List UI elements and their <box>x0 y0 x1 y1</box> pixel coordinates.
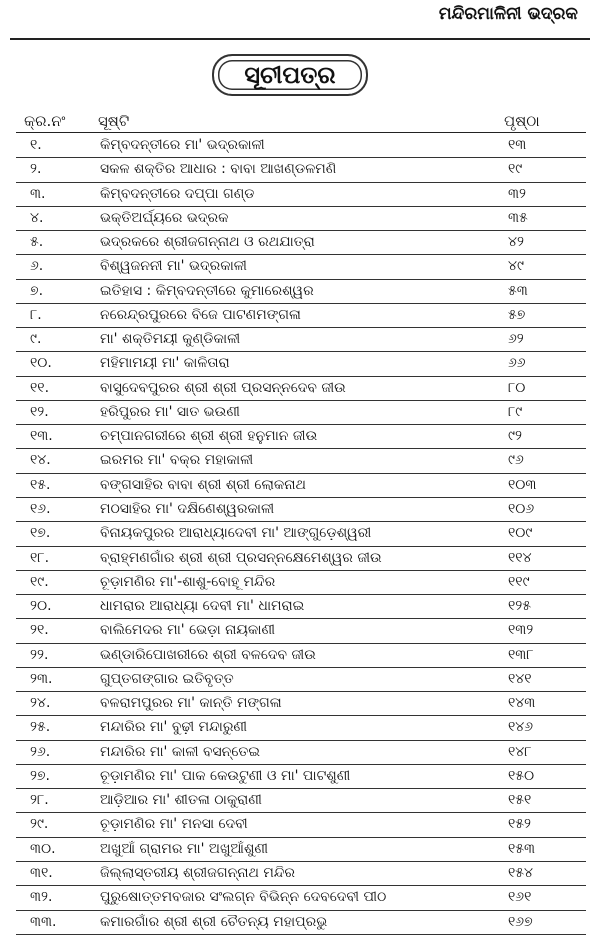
entry-subject: ଭଦ୍ରକରେ ଶ୍ରୀଜଗନ୍ନାଥ ଓ ରଥଯାତ୍ରା <box>100 234 315 251</box>
entry-subject: ବଙ୍ଗସାହିର ବାବା ଶ୍ରୀ ଶ୍ରୀ ଲୋକନାଥ <box>100 476 306 493</box>
entry-page: ୧୧୪ <box>508 549 532 566</box>
entry-page: ୧୪୩ <box>508 695 536 712</box>
contents-row <box>16 547 586 571</box>
entry-number: ୨୭. <box>30 767 50 784</box>
entry-page: ୧୩୨ <box>508 622 534 639</box>
entry-number: ୧୩. <box>30 428 53 445</box>
entry-subject: ମହିମାମୟୀ ମା' କାଳିତାରା <box>100 355 230 372</box>
entry-page: ୫୩ <box>508 282 528 299</box>
entry-page: ୧୧୯ <box>508 573 530 590</box>
entry-number: ୧୮. <box>30 549 50 566</box>
contents-row <box>16 207 586 231</box>
running-head: ମନ୍ଦିରମାଳିନୀ ଭଦ୍ରକ <box>438 4 578 24</box>
entry-number: ୩୩. <box>30 913 57 930</box>
contents-row <box>16 741 586 765</box>
entry-page: ୮୯ <box>508 403 523 420</box>
contents-row <box>16 377 586 401</box>
contents-row <box>16 813 586 837</box>
entry-number: ୩୧. <box>30 864 53 881</box>
contents-row <box>16 862 586 886</box>
top-rule <box>10 38 590 40</box>
entry-page: ୧୬୧ <box>508 889 532 906</box>
entry-subject: ବ୍ରାହ୍ମଣଗାଁର ଶ୍ରୀ ଶ୍ରୀ ପ୍ରସନ୍ନକ୍ଷେମେଶ୍ୱର ଜୀଉ <box>100 549 382 566</box>
entry-page: ୧୦୬ <box>508 500 535 517</box>
contents-row <box>16 304 586 328</box>
entry-number: ୪. <box>30 209 44 226</box>
entry-number: ୧୦. <box>30 355 52 372</box>
contents-row <box>16 183 586 207</box>
entry-number: ୧୫. <box>30 476 51 493</box>
entry-subject: ଇରମର ମା' ବକ୍ର ମହାକାଳୀ <box>100 452 254 469</box>
entry-number: ୨୩. <box>30 670 53 687</box>
entry-number: ୨. <box>30 161 42 178</box>
entry-number: ୧୬. <box>30 500 51 517</box>
entry-page: ୧୬୭ <box>508 913 533 930</box>
entry-page: ୧୫୦ <box>508 767 535 784</box>
entry-page: ୧୪୮ <box>508 743 532 760</box>
entry-page: ୯୬ <box>508 452 524 469</box>
contents-row <box>16 474 586 498</box>
contents-row <box>16 522 586 546</box>
entry-number: ୩. <box>30 185 46 202</box>
entry-page: ୧୫୧ <box>508 792 532 809</box>
entry-subject: କମାରଗାଁର ଶ୍ରୀ ଶ୍ରୀ ଚୈତନ୍ୟ ମହାପ୍ରଭୁ <box>100 913 328 930</box>
entry-number: ୩୨. <box>30 889 53 906</box>
entry-subject: ଚୂଡ଼ାମଣିର ମା' ପାକ କେଉଟୁଣୀ ଓ ମା' ପାଟଶୁଣୀ <box>100 767 351 784</box>
contents-row <box>16 255 586 279</box>
contents-row <box>16 352 586 376</box>
contents-row <box>16 449 586 473</box>
page-title-text: ସୂଚୀପତ୍ର <box>244 61 336 89</box>
entry-subject: ଭଣ୍ଡାରିପୋଖରୀରେ ଶ୍ରୀ ବଳଦେବ ଜୀଉ <box>100 646 316 663</box>
contents-row <box>16 401 586 425</box>
contents-row <box>16 571 586 595</box>
contents-row <box>16 231 586 255</box>
entry-number: ୧୭. <box>30 525 51 542</box>
entry-page: ୧୪୧ <box>508 670 532 687</box>
contents-row <box>16 328 586 352</box>
entry-number: ୯. <box>30 331 42 348</box>
page-title <box>212 54 368 96</box>
entry-subject: ଜିଲ୍ଲାସ୍ତରୀୟ ଶ୍ରୀଜଗନ୍ନାଥ ମନ୍ଦିର <box>100 864 296 881</box>
entry-number: ୧୨. <box>30 403 49 420</box>
entry-page: ୬୬ <box>508 355 526 372</box>
entry-page: ୬୨ <box>508 331 524 348</box>
entry-subject: ବାସୁଦେବପୁରର ଶ୍ରୀ ଶ୍ରୀ ପ୍ରସନ୍ନଦେବ ଜୀଉ <box>100 379 346 396</box>
entry-page: ୧୫୪ <box>508 864 534 881</box>
entry-subject: ନରେନ୍ଦ୍ରପୁରରେ ବିଜେ ପାଟଣମଙ୍ଗଳା <box>100 306 301 323</box>
contents-list <box>16 134 586 935</box>
entry-number: ୨୯. <box>30 816 49 833</box>
entry-subject: ମଠସାହିର ମା' ଦକ୍ଷିଣେଶ୍ୱରକାଳୀ <box>100 500 275 517</box>
entry-subject: ଭକ୍ତିଅର୍ଘ୍ୟରେ ଭଦ୍ରକ <box>100 209 229 226</box>
contents-row <box>16 838 586 862</box>
entry-subject: ହରିପୁରର ମା' ସାତ ଭଉଣୀ <box>100 403 240 420</box>
entry-subject: ମନ୍ଦାରିର ମା' କାଳୀ ବସନ୍ତେଇ <box>100 743 260 760</box>
contents-row <box>16 595 586 619</box>
contents-row <box>16 498 586 522</box>
entry-number: ୧୪. <box>30 452 51 469</box>
entry-subject: ବଳରାମପୁରର ମା' କାନ୍ତି ମଙ୍ଗଳା <box>100 695 282 712</box>
entry-subject: ମନ୍ଦାରିର ମା' ବୁଢ଼ୀ ମନ୍ଦାରୁଣୀ <box>100 719 248 736</box>
entry-page: ୧୦୩ <box>508 476 537 493</box>
entry-page: ୧୩ <box>508 137 527 153</box>
entry-page: ୪୨ <box>508 234 524 251</box>
contents-row <box>16 280 586 304</box>
entry-subject: ବିନାୟକପୁରର ଆରାଧ୍ୟାଦେବୀ ମା' ଆଙ୍ଗୁଡ଼େଶ୍ୱରୀ <box>100 525 372 542</box>
entry-number: ୨୨. <box>30 646 49 663</box>
entry-number: ୬. <box>30 258 44 275</box>
entry-subject: ପୁରୁଷୋତ୍ତମବଜାର ସଂଲଗ୍ନ ବିଭିନ୍ନ ଦେବଦେବୀ ପୀଠ <box>100 889 387 906</box>
entry-subject: ବିଶ୍ୱଜନନୀ ମା' ଭଦ୍ରକାଳୀ <box>100 258 247 275</box>
contents-row <box>16 644 586 668</box>
entry-page: ୯୨ <box>508 428 522 445</box>
entry-subject: ଧାମରାର ଆରାଧ୍ୟା ଦେବୀ ମା' ଧାମରାଇ <box>100 598 305 615</box>
entry-subject: ସକଳ ଶକ୍ତିର ଆଧାର : ବାବା ଆଖଣ୍ଡଳମଣି <box>100 161 337 178</box>
contents-row <box>16 716 586 740</box>
contents-row <box>16 765 586 789</box>
contents-row <box>16 789 586 813</box>
entry-subject: ଆଡ଼ିଆର ମା' ଶୀତଳା ଠାକୁରାଣୀ <box>100 792 262 809</box>
entry-page: ୩୫ <box>508 209 528 226</box>
column-header-subject: ସୂଷ୍ଟି <box>98 112 130 130</box>
entry-page: ୮୦ <box>508 379 526 396</box>
entry-page: ୧୯ <box>508 161 523 178</box>
header-rule <box>16 132 586 133</box>
entry-page: ୧୪୬ <box>508 719 534 736</box>
column-header-page: ପୃଷ୍ଠା <box>504 112 540 130</box>
contents-row <box>16 158 586 182</box>
contents-row <box>16 911 586 935</box>
entry-page: ୧୦୯ <box>508 525 533 542</box>
entry-subject: ଇତିହାସ : କିମ୍ବଦନ୍ତୀରେ କୁମାରେଶ୍ୱର <box>100 282 314 299</box>
entry-number: ୨୪. <box>30 695 51 712</box>
entry-number: ୫. <box>30 234 44 251</box>
entry-number: ୨୦. <box>30 598 52 615</box>
entry-number: ୧. <box>30 137 42 153</box>
entry-page: ୧୩୮ <box>508 646 534 663</box>
contents-row <box>16 619 586 643</box>
entry-page: ୧୫୨ <box>508 816 532 833</box>
entry-page: ୩୨ <box>508 185 526 202</box>
entry-subject: ବାଲିମେଦର ମା' ଭେଡ଼ା ନାୟକାଣୀ <box>100 622 276 639</box>
entry-subject: ଅଖୁଆଁ ଗ୍ରାମର ମା' ଅଖୁଆଁଶୁଣୀ <box>100 840 269 857</box>
entry-subject: ଚମ୍ପାନଗରୀରେ ଶ୍ରୀ ଶ୍ରୀ ହନୁମାନ ଜୀଉ <box>100 428 318 445</box>
entry-number: ୧୧. <box>30 379 50 396</box>
entry-page: ୪୯ <box>508 258 524 275</box>
column-header-number: କ୍ର.ନଂ <box>24 112 66 130</box>
entry-number: ୨୧. <box>30 622 49 639</box>
entry-number: ୨୮. <box>30 792 49 809</box>
contents-row <box>16 886 586 910</box>
entry-number: ୭. <box>30 282 44 299</box>
entry-subject: ଗୁପ୍ତଗଙ୍ଗାର ଇତିବୃତ୍ତ <box>100 670 234 687</box>
entry-number: ୨୬. <box>30 743 51 760</box>
entry-number: ୩୦. <box>30 840 56 857</box>
entry-subject: କିମ୍ବଦନ୍ତୀରେ ଦପ୍ପା ଗଣ୍ଡ <box>100 185 255 202</box>
contents-row <box>16 668 586 692</box>
entry-subject: ମା' ଶକ୍ତିମୟୀ କୁଣ୍ଡିକାଳୀ <box>100 331 241 348</box>
entry-number: ୮. <box>30 306 42 323</box>
contents-row <box>16 425 586 449</box>
entry-subject: କିମ୍ବଦନ୍ତୀରେ ମା' ଭଦ୍ରକାଳୀ <box>100 137 265 153</box>
entry-subject: ଚୂଡ଼ାମଣିର ମା' ମନସା ଦେବୀ <box>100 816 248 833</box>
entry-page: ୫୭ <box>508 306 526 323</box>
entry-page: ୧୨୫ <box>508 598 532 615</box>
contents-row <box>16 692 586 716</box>
entry-number: ୨୫. <box>30 719 51 736</box>
entry-page: ୧୫୩ <box>508 840 536 857</box>
contents-row <box>16 134 586 158</box>
entry-number: ୧୯. <box>30 573 49 590</box>
entry-subject: ଚୂଡ଼ାମଣିର ମା'-ଶାଶୁ-ବୋହୂ ମନ୍ଦିର <box>100 573 276 590</box>
